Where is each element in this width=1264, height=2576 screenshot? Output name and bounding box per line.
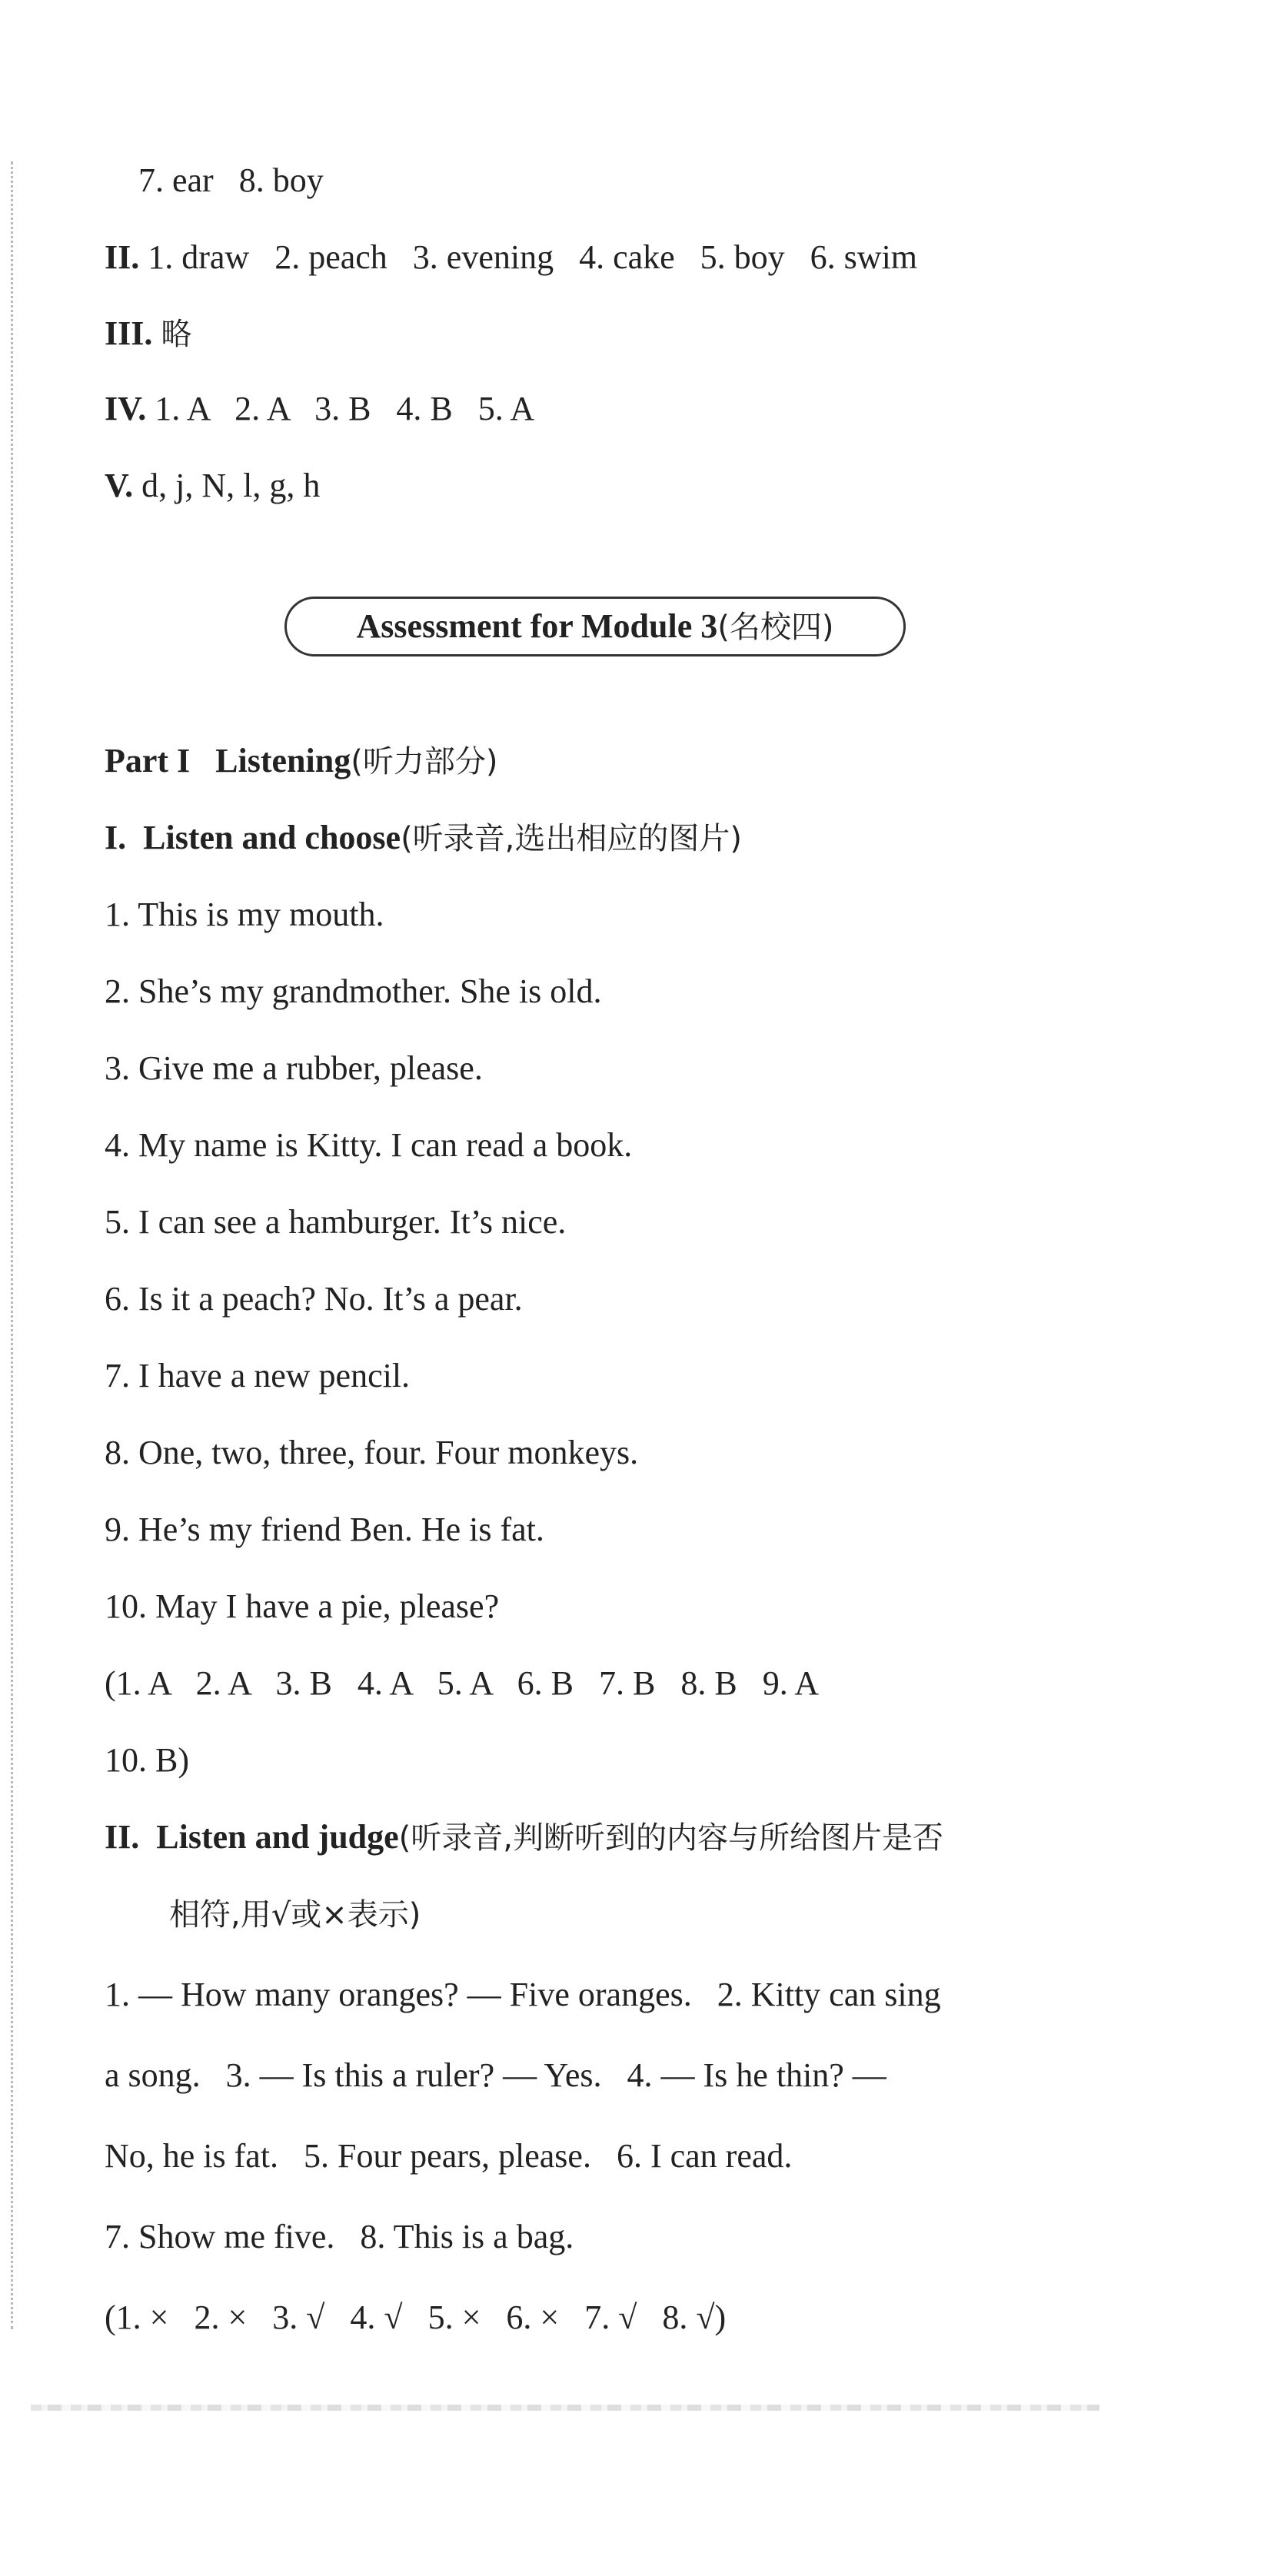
section-title: II. Listen and judge — [105, 1818, 399, 1856]
script-item — [105, 1122, 632, 1168]
item-text: 1. This is my mouth. — [105, 896, 384, 933]
item-text: 9. He’s my friend Ben. He is fat. — [105, 1511, 544, 1548]
part-heading — [105, 738, 497, 785]
script-item — [105, 1584, 499, 1630]
section-title-cn: (听录音,选出相应的图片) — [401, 821, 743, 856]
page-bottom-edge — [31, 2405, 1099, 2411]
script-item — [105, 892, 384, 938]
section-label: V. — [105, 467, 134, 504]
answer-text: 1. draw 2. peach 3. evening 4. cake 5. boy 6. swim — [148, 238, 918, 276]
script-item — [105, 1430, 638, 1476]
section-title: I. Listen and choose — [105, 819, 401, 856]
answer-text: 7. ear 8. boy — [138, 161, 324, 199]
item-text: 2. She’s my grandmother. She is old. — [105, 972, 602, 1010]
item-text: 8. One, two, three, four. Four monkeys. — [105, 1434, 639, 1471]
assessment-title-box — [284, 597, 906, 656]
answer-key: 10. B) — [105, 1741, 189, 1779]
answer-key-line — [105, 1737, 189, 1783]
section-label: IV. — [105, 390, 147, 427]
section-title-cn: (听录音,判断听到的内容与所给图片是否 — [398, 1820, 943, 1856]
script-item — [105, 969, 602, 1015]
item-text: 4. My name is Kitty. I can read a book. — [105, 1126, 633, 1164]
part-label-cn: (听力部分) — [351, 744, 498, 779]
answer-line-ii — [105, 234, 917, 281]
script-line — [105, 1972, 941, 2018]
answer-text: 略 — [161, 317, 192, 352]
script-text: a song. 3. — Is this a ruler? — Yes. 4. — Is he thin? — — [105, 2056, 886, 2094]
assessment-title: Assessment for Module 3 — [356, 607, 718, 645]
script-text: 7. Show me five. 8. This is a bag. — [105, 2218, 574, 2255]
script-text: 1. — How many oranges? — Five oranges. 2. Kitty can sing — [105, 1976, 941, 2013]
answer-text: 1. A 2. A 3. B 4. B 5. A — [155, 390, 535, 427]
script-item — [105, 1507, 544, 1553]
section-heading — [105, 1814, 943, 1861]
answer-key-line — [105, 2295, 726, 2341]
section-label: II. — [105, 238, 140, 276]
answer-key-line — [105, 1660, 819, 1707]
script-line — [105, 2214, 574, 2260]
item-text: 7. I have a new pencil. — [105, 1357, 411, 1394]
script-item — [105, 1353, 410, 1399]
script-line — [105, 2133, 792, 2179]
item-text: 10. May I have a pie, please? — [105, 1587, 500, 1625]
answer-line-iii — [105, 311, 191, 357]
section-label: III. — [105, 314, 153, 352]
answer-line-vocab — [138, 158, 324, 204]
binding-dotted-line — [11, 161, 13, 2329]
section-heading-continued — [169, 1891, 421, 1938]
answer-line-v — [105, 463, 320, 509]
section-title-cn: 相符,用√或×表示) — [169, 1897, 421, 1933]
script-item — [105, 1276, 523, 1322]
answer-text: d, j, N, l, g, h — [141, 467, 321, 504]
section-heading — [105, 815, 742, 862]
script-line — [105, 2052, 886, 2099]
script-text: No, he is fat. 5. Four pears, please. 6. I can read. — [105, 2137, 793, 2175]
script-item — [105, 1045, 483, 1092]
script-item — [105, 1199, 566, 1245]
answer-key: (1. A 2. A 3. B 4. A 5. A 6. B 7. B 8. B 9. A — [105, 1664, 820, 1702]
item-text: 3. Give me a rubber, please. — [105, 1049, 483, 1087]
item-text: 6. Is it a peach? No. It’s a pear. — [105, 1280, 523, 1318]
answer-key: (1. × 2. × 3. √ 4. √ 5. × 6. × 7. √ 8. √) — [105, 2298, 727, 2336]
part-label: Part I Listening — [105, 742, 351, 779]
answer-line-iv — [105, 386, 534, 432]
item-text: 5. I can see a hamburger. It’s nice. — [105, 1203, 567, 1241]
assessment-subtitle: (名校四) — [717, 610, 834, 645]
